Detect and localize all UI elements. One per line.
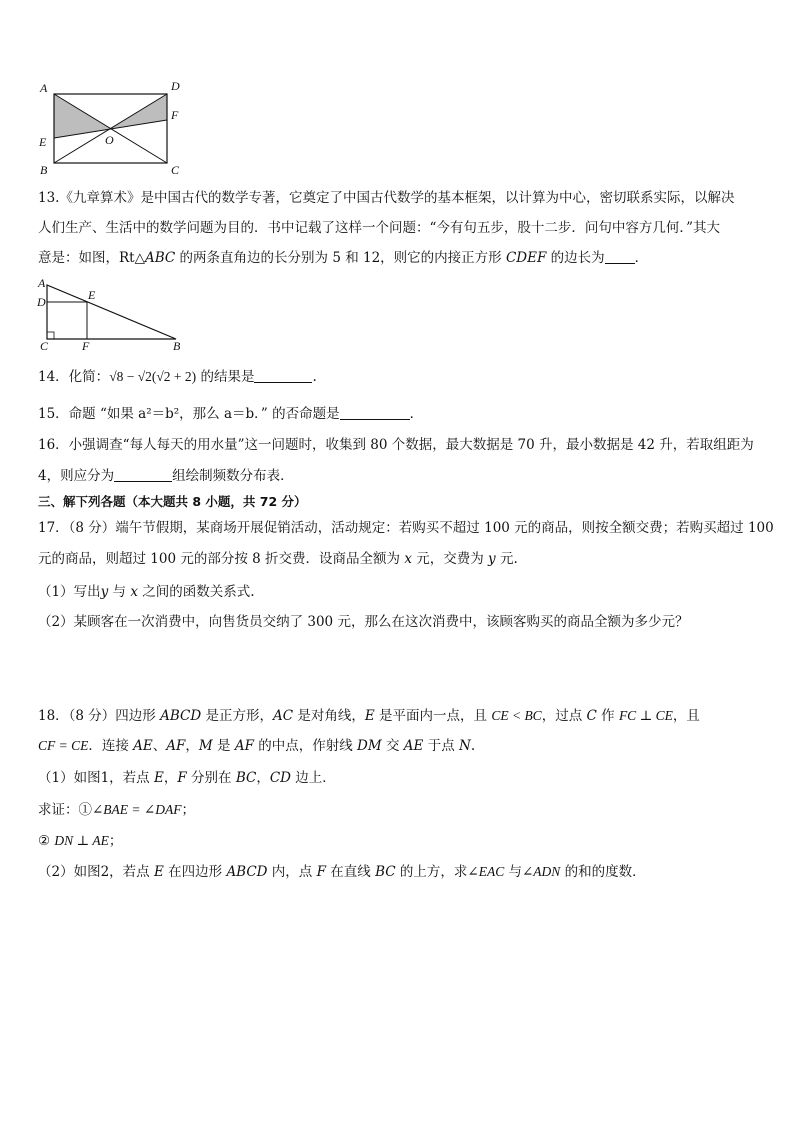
- q18-s2-c: 内，点: [267, 864, 317, 880]
- figure-rectangle-shaded: [30, 74, 200, 178]
- label-a: A: [40, 81, 48, 95]
- q18-angle-equality: ∠BAE = ∠DAF: [92, 802, 182, 817]
- label-e: E: [88, 288, 96, 302]
- label-b: B: [173, 339, 181, 353]
- q18-point-c: C: [586, 708, 597, 724]
- q14-text-pre: 14．化简：: [38, 369, 110, 385]
- q17-sub2: （2）某顾客在一次消费中，向售货员交纳了 300 元，那么在这次消费中，该顾客购买的商品全额为多少元？: [38, 614, 689, 630]
- q18-af: AF: [166, 738, 186, 754]
- q18-ae: AE: [133, 738, 153, 754]
- q18-t13: 交: [381, 738, 404, 754]
- q18-proof-2: [38, 831, 122, 851]
- q15-text-end: ．: [409, 406, 424, 422]
- q18-t6: 作: [596, 708, 619, 724]
- q18-s2-f2: 与: [504, 864, 522, 880]
- q18-s2-g: 的和的度数．: [560, 864, 646, 880]
- q18-s1-b: ，: [163, 770, 178, 786]
- triangle-acb: [47, 285, 176, 339]
- q15-answer-blank[interactable]: [340, 405, 410, 420]
- q18-equation: CF = CE: [38, 738, 89, 753]
- q13-text-post: 的边长为: [546, 250, 605, 266]
- label-f: F: [82, 339, 90, 353]
- q16-answer-blank[interactable]: [114, 467, 172, 482]
- q18-s2-d: 在直线: [325, 864, 376, 880]
- q18-t2: 是正方形，: [201, 708, 273, 724]
- q18-t11: 是: [212, 738, 235, 754]
- label-d: D: [37, 295, 46, 309]
- q13-answer-blank[interactable]: [605, 249, 635, 264]
- q18-proof-pre: 求证：①: [38, 802, 92, 818]
- q17-sub1: [38, 582, 255, 602]
- q13-text-pre: 意是：如图，Rt△: [38, 250, 145, 266]
- q18-af-2: AF: [234, 738, 254, 754]
- label-d: D: [171, 79, 180, 93]
- q15-line: [38, 404, 423, 424]
- q18-s2-bc: BC: [375, 864, 396, 880]
- q18-line2: [38, 736, 475, 756]
- q17-line2: [38, 549, 518, 569]
- label-c: C: [40, 339, 49, 353]
- q18-t9: 、: [152, 738, 167, 754]
- q18-t5: ，过点: [541, 708, 587, 724]
- q18-s2-e2: 的上方，求: [395, 864, 468, 880]
- q14-text-post: 的结果是: [196, 369, 255, 385]
- q18-t10: ，: [185, 738, 199, 754]
- q17-text-pre: 元的商品，则超过 100 元的部分按 8 折交费．设商品全额为: [38, 551, 405, 567]
- q18-t7: ，且: [672, 708, 700, 724]
- q18-s2-abcd: ABCD: [226, 864, 268, 880]
- figure-right-triangle-square: [30, 276, 190, 354]
- q18-sub2: [38, 862, 646, 882]
- label-e: E: [39, 135, 47, 149]
- q17-sub1-mid: 与: [108, 584, 131, 600]
- q18-perpendicular: FC ⊥ CE: [618, 708, 673, 723]
- q18-t1: 18．（8 分）四边形: [38, 708, 161, 724]
- q18-proof-1-end: ；: [181, 802, 195, 818]
- q15-text: 15．命题 “如果 a²＝b²，那么 a＝b．” 的否命题是: [38, 406, 340, 422]
- q18-proof-2-pre: ②: [38, 833, 55, 849]
- q18-sub1: [38, 768, 336, 788]
- q18-proof-1: [38, 800, 195, 820]
- q14-line: [38, 367, 317, 387]
- q18-s1-c: 分别在: [186, 770, 236, 786]
- q17-sub1-post: 之间的函数关系式.: [137, 584, 255, 600]
- q13-line2: 人们生产、生活中的数学问题为目的．书中记载了这样一个问题：“今有句五步，股十二步．问句中容方几何．”其大: [38, 220, 721, 236]
- q18-e: E: [364, 708, 375, 724]
- q18-s2-a: （2）如图2，若点: [38, 864, 154, 880]
- q18-abcd: ABCD: [160, 708, 202, 724]
- q13-square-name: CDEF: [505, 250, 547, 266]
- q17-sub1-var-x: x: [130, 584, 138, 600]
- shaded-triangle-left: [54, 94, 110, 138]
- q17-text-mid: 元，交费为: [411, 551, 489, 567]
- right-angle-mark: [47, 332, 54, 339]
- q18-s1-bc: BC: [235, 770, 257, 786]
- q14-radical-a: √8: [109, 369, 124, 384]
- q18-line1: [38, 706, 700, 726]
- q18-s1-e: E: [153, 770, 164, 786]
- q18-m: M: [198, 738, 213, 754]
- q18-dm: DM: [357, 738, 382, 754]
- q18-s2-f: F: [316, 864, 326, 880]
- q17-sub1-var-y: y: [100, 584, 109, 600]
- q13-line1: 13.《九章算术》是中国古代的数学专著，它奠定了中国古代数学的基本框架，以计算为中心，密切联系实际，以解决: [38, 190, 735, 206]
- q14-radical-b: √2(√2 + 2): [137, 369, 197, 384]
- q18-ae-2: AE: [403, 738, 424, 754]
- q17-sub1-pre: （1）写出: [38, 584, 101, 600]
- section-3-heading: 三、解下列各题（本大题共 8 小题，共 72 分）: [38, 494, 307, 509]
- q13-line3: [38, 248, 648, 268]
- q18-t8: ．连接: [88, 738, 134, 754]
- q18-s2-angle-eac: ∠EAC: [467, 864, 505, 879]
- q13-text-mid: 的两条直角边的长分别为 5 和 12，则它的内接正方形: [175, 250, 506, 266]
- q18-n: N: [459, 738, 471, 754]
- q14-minus: −: [123, 369, 138, 384]
- q18-t3: 是对角线，: [293, 708, 365, 724]
- q18-t14: 于点: [423, 738, 459, 754]
- q17-text-post: 元.: [495, 551, 518, 567]
- q16-line2: [38, 466, 294, 486]
- q18-s2-e: E: [153, 864, 164, 880]
- label-b: B: [40, 163, 48, 177]
- q14-answer-blank[interactable]: [254, 368, 312, 383]
- q18-s1-cd: CD: [269, 770, 291, 786]
- label-c: C: [171, 163, 180, 177]
- q18-ac: AC: [272, 708, 294, 724]
- q18-t12: 的中点，作射线: [253, 738, 358, 754]
- q17-line1: 17．（8 分）端午节假期，某商场开展促销活动，活动规定：若购买不超过 100 元的商品，则按全额交费；若购买超过 100: [38, 520, 774, 536]
- q18-proof-2-end: ；: [108, 833, 123, 849]
- q16-text-post: 组绘制频数分布表．: [172, 468, 294, 484]
- q17-var-x: x: [404, 551, 412, 567]
- q17-var-y: y: [488, 551, 496, 567]
- q18-s1-f: F: [177, 770, 187, 786]
- q18-t4: 是平面内一点，且: [374, 708, 492, 724]
- q18-s1-a: （1）如图1，若点: [38, 770, 154, 786]
- label-o: O: [105, 133, 114, 147]
- q16-text-pre: 4，则应分为: [38, 468, 115, 484]
- q18-s2-angle-adn: ∠ADN: [522, 864, 561, 879]
- q18-inequality: CE < BC: [491, 708, 542, 723]
- q18-perp-dn-ae: DN ⊥ AE: [54, 833, 109, 848]
- q18-s1-e2: 边上．: [290, 770, 336, 786]
- label-a: A: [38, 276, 46, 290]
- q16-line1: 16．小强调查“每人每天的用水量”这一问题时，收集到 80 个数据，最大数据是 70 升，最小数据是 42 升，若取组距为: [38, 437, 754, 453]
- q13-text-end: ．: [634, 250, 649, 266]
- q18-s2-b: 在四边形: [163, 864, 227, 880]
- label-f: F: [171, 108, 179, 122]
- q14-text-end: .: [312, 369, 317, 385]
- q18-t15: .: [470, 738, 476, 754]
- q18-s1-d: ，: [256, 770, 270, 786]
- square-cdef: [47, 302, 87, 339]
- q13-triangle-name: ABC: [144, 250, 176, 266]
